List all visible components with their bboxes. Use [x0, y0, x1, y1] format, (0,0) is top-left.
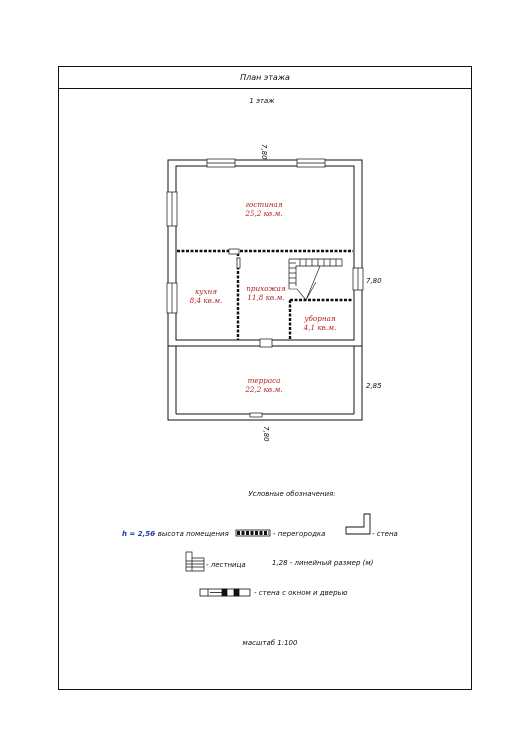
legend-partition: - перегородка	[273, 530, 326, 538]
legend-stair: - лестница	[206, 561, 246, 569]
legend-title: Условные обозначения:	[248, 490, 336, 498]
staircase	[289, 259, 342, 300]
wall-symbol	[346, 514, 370, 534]
legend-height-desc: - высота помещения	[153, 530, 229, 538]
room-name-kitchen: кухня	[194, 287, 218, 296]
room-area-toilet: 4,1 кв.м.	[303, 323, 337, 332]
room-name-hall: прихожая	[246, 284, 286, 293]
scale-label: масштаб 1:100	[242, 639, 298, 647]
room-area-kitchen: 8,4 кв.м.	[189, 296, 223, 305]
sheet-title: План этажа	[59, 67, 471, 89]
room-area-living: 25,2 кв.м.	[245, 209, 283, 218]
room-name-terrace: терраса	[247, 376, 281, 385]
room-area-hall: 11,8 кв.м.	[247, 293, 285, 302]
dim-bottom: 7,80	[262, 426, 270, 442]
legend-height-value: h = 2,56	[122, 530, 155, 538]
dim-right-upper: 7,80	[366, 277, 382, 285]
legend-wall: - стена	[372, 530, 398, 538]
room-name-living: гостиная	[245, 200, 283, 209]
room-area-terrace: 22,2 кв.м.	[245, 385, 283, 394]
legend-linear-dim: 1,28 - линейный размер (м)	[272, 559, 374, 567]
dim-top: 7,80	[260, 144, 268, 160]
room-name-toilet: уборная	[304, 314, 336, 323]
stair-symbol	[186, 552, 204, 571]
wall-window-door-symbol	[200, 589, 250, 596]
floor-label: 1 этаж	[249, 97, 275, 105]
dim-right-lower: 2,85	[366, 382, 382, 390]
legend-wall-window-door: - стена с окном и дверью	[254, 589, 348, 597]
